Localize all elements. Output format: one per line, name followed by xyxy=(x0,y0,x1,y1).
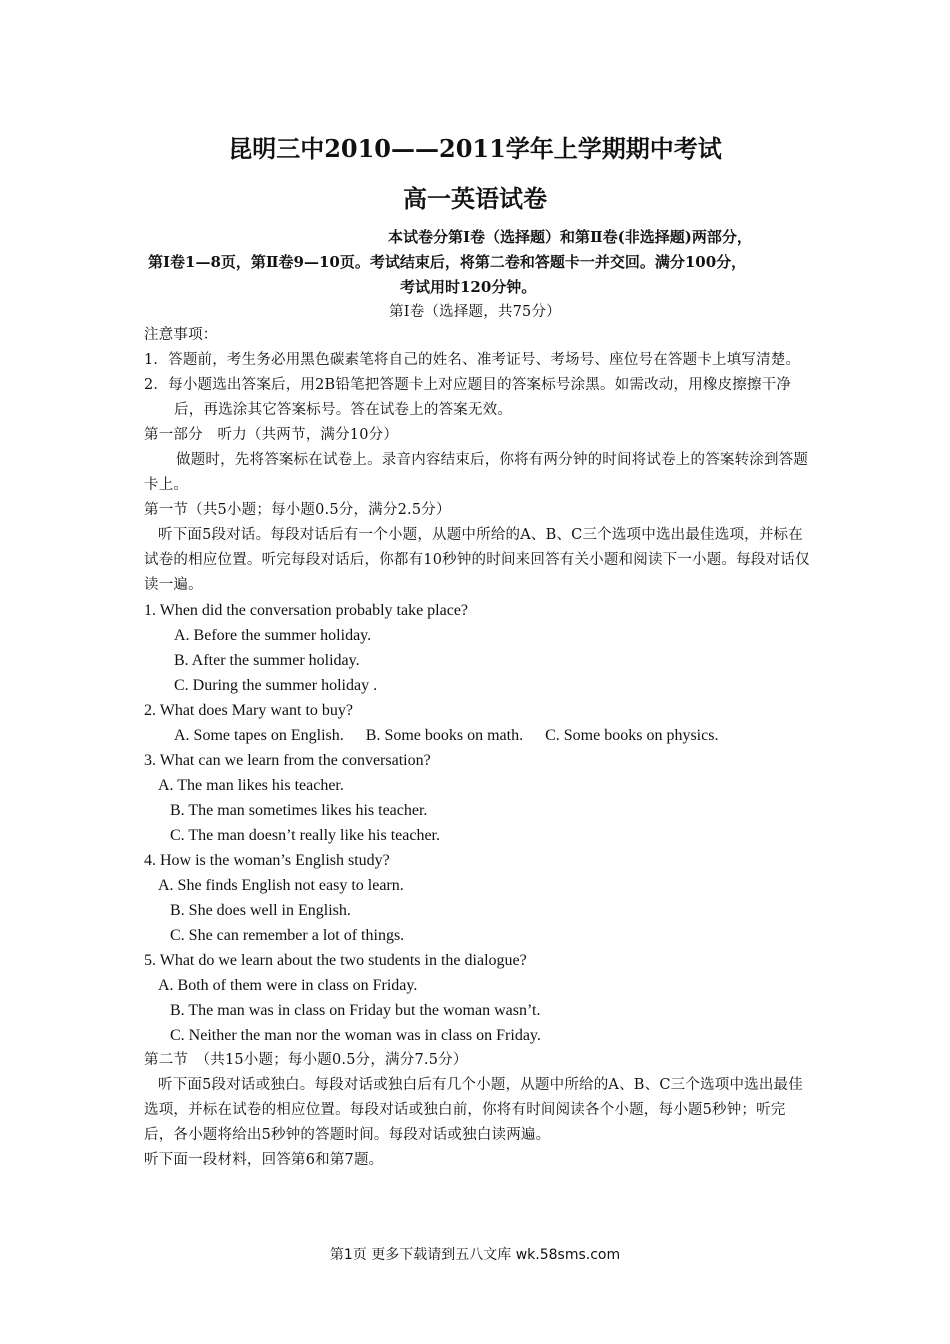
exam-info-line-2: 第Ⅰ卷1—8页，第Ⅱ卷9—10页。考试结束后，将第二卷和答题卡一并交回。满分100分， xyxy=(148,253,747,271)
page-footer: 第1页 更多下载请到五八文库 wk.58sms.com xyxy=(329,1247,621,1263)
question-3-option-a: A. The man likes his teacher. xyxy=(158,777,344,794)
sec2-instruction: 听下面5段对话或独白。每段对话或独白后有几个小题，从题中所给的A、B、C三个选项中选出最佳选项，并标在试卷的相应位置。每段对话或独白前，你将有时间阅读各个小题，每小题5秒钟；听完后，各小题将给出5秒钟的答题时间。每段对话或独白读两遍。 xyxy=(144,1077,803,1143)
part1-instruction: 做题时，先将答案标在试卷上。录音内容结束后，你将有两分钟的时间将试卷上的答案转涂到答题卡上。 xyxy=(144,452,809,493)
question-1: 1. When did the conversation probably take place? xyxy=(144,602,469,619)
question-2-option-c: C. Some books on physics. xyxy=(545,727,719,744)
question-1-option-a: A. Before the summer holiday. xyxy=(174,627,372,644)
exam-title: 昆明三中2010——2011学年上学期期中考试 xyxy=(228,134,722,163)
question-4-option-c: C. She can remember a lot of things. xyxy=(170,927,405,944)
question-2: 2. What does Mary want to buy? xyxy=(144,702,353,719)
part1-heading: 第一部分 听力（共两节，满分10分） xyxy=(144,427,399,443)
question-4: 4. How is the woman’s English study? xyxy=(144,852,390,869)
question-4-option-b: B. She does well in English. xyxy=(170,902,351,919)
note-item-1: 1．答题前，考生务必用黑色碳素笔将自己的姓名、准考证号、考场号、座位号在答题卡上填写清楚。 xyxy=(144,352,801,368)
question-1-option-b: B. After the summer holiday. xyxy=(174,652,360,669)
sec1-instruction: 听下面5段对话。每段对话后有一个小题，从题中所给的A、B、C三个选项中选出最佳选项，并标在试卷的相应位置。听完每段对话后，你都有10秒钟的时间来回答有关小题和阅读下一小题。每段对话仅读一遍。 xyxy=(144,527,810,593)
question-5-option-a: A. Both of them were in class on Friday. xyxy=(158,977,418,994)
question-2-options xyxy=(144,723,814,748)
sec2-next-material: 听下面一段材料，回答第6和第7题。 xyxy=(144,1152,384,1168)
question-2-option-a: A. Some tapes on English. xyxy=(174,727,344,744)
question-3-option-b: B. The man sometimes likes his teacher. xyxy=(170,802,428,819)
question-5-option-b: B. The man was in class on Friday but the woman wasn’t. xyxy=(170,1002,541,1019)
question-4-option-a: A. She finds English not easy to learn. xyxy=(158,877,404,894)
question-3-option-c: C. The man doesn’t really like his teacher. xyxy=(170,827,440,844)
note-item-2: 2．每小题选出答案后，用2B铅笔把答题卡上对应题目的答案标号涂黑。如需改动，用橡皮擦擦干净后，再选涂其它答案标号。答在试卷上的答案无效。 xyxy=(144,377,792,418)
question-1-option-c: C. During the summer holiday . xyxy=(174,677,378,694)
exam-subtitle: 高一英语试卷 xyxy=(403,184,547,213)
section-1-title: 第Ⅰ卷（选择题，共75分） xyxy=(389,304,561,320)
exam-info-line-1: 本试卷分第Ⅰ卷（选择题）和第Ⅱ卷(非选择题)两部分， xyxy=(388,228,752,246)
exam-info-line-3: 考试用时120分钟。 xyxy=(400,278,537,296)
question-5-option-c: C. Neither the man nor the woman was in class on Friday. xyxy=(170,1027,541,1044)
question-3: 3. What can we learn from the conversation? xyxy=(144,752,431,769)
question-2-option-b: B. Some books on math. xyxy=(365,727,524,744)
exam-body xyxy=(144,323,814,1173)
notes-heading: 注意事项： xyxy=(144,327,218,343)
sec2-heading: 第二节 （共15小题；每小题0.5分，满分7.5分） xyxy=(144,1052,468,1068)
sec1-heading: 第一节（共5小题；每小题0.5分，满分2.5分） xyxy=(144,502,451,518)
question-5: 5. What do we learn about the two students in the dialogue? xyxy=(144,952,527,969)
